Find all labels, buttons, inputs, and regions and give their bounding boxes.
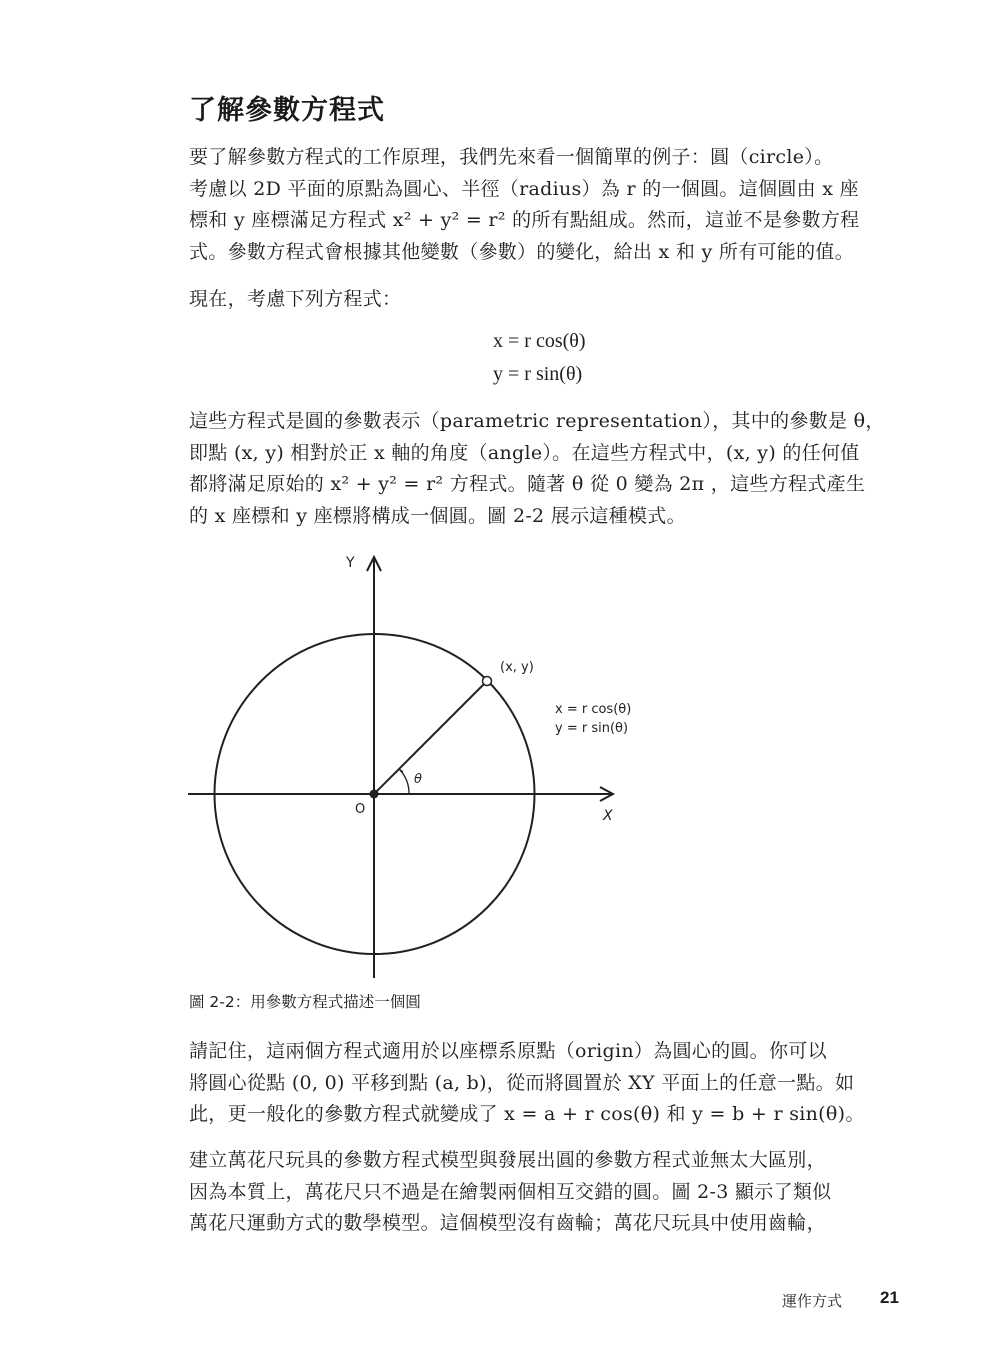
text-line: 標和 y 座標滿足方程式 x² + y² = r² 的所有點組成。然而，這並不是參數方程 bbox=[189, 209, 860, 231]
origin-dot bbox=[370, 790, 379, 799]
footer-section-name: 運作方式 bbox=[782, 1292, 843, 1310]
text-line: 考慮以 2D 平面的原點為圓心、半徑（radius）為 r 的一個圓。這個圓由 x 座 bbox=[189, 177, 859, 200]
equation-y: y = r sin(θ) bbox=[493, 363, 583, 385]
angle-label: θ bbox=[414, 772, 422, 787]
radius-line bbox=[374, 681, 487, 794]
section-heading: 了解參數方程式 bbox=[189, 95, 385, 126]
figure-eq-y: y = r sin(θ) bbox=[555, 721, 629, 736]
figure-caption: 圖 2-2：用參數方程式描述一個圓 bbox=[189, 993, 421, 1011]
text-line: 都將滿足原始的 x² + y² = r² 方程式。隨著 θ 從 0 變為 2π ，這些方程式產生 bbox=[189, 473, 866, 495]
paragraph-consider bbox=[189, 284, 904, 316]
paragraph-parametric bbox=[189, 406, 904, 532]
y-axis-label: Y bbox=[346, 555, 355, 571]
text-line: 式。參數方程式會根據其他變數（參數）的變化，給出 x 和 y 所有可能的值。 bbox=[189, 240, 855, 263]
text-line: 將圓心從點 (0, 0) 平移到點 (a, b)，從而將圓置於 XY 平面上的任意一點。如 bbox=[189, 1071, 855, 1094]
figure-eq-x: x = r cos(θ) bbox=[555, 702, 632, 717]
text-line: 因為本質上，萬花尺只不過是在繪製兩個相互交錯的圓。圖 2-3 顯示了類似 bbox=[189, 1180, 832, 1203]
text-line: 建立萬花尺玩具的參數方程式模型與發展出圓的參數方程式並無太大區別， bbox=[189, 1149, 826, 1171]
point-marker bbox=[483, 677, 492, 686]
paragraph-intro bbox=[189, 142, 904, 268]
paragraph-spirograph bbox=[189, 1145, 904, 1240]
equation-block bbox=[493, 325, 586, 391]
paragraph-origin bbox=[189, 1036, 904, 1131]
origin-label: O bbox=[355, 802, 366, 817]
text-line: 即點 (x, y) 相對於正 x 軸的角度（angle）。在這些方程式中，(x, y) 的任何值 bbox=[189, 441, 860, 464]
x-axis-label: X bbox=[603, 808, 613, 824]
figure-circle-diagram bbox=[0, 540, 1000, 990]
text-line: 要了解參數方程式的工作原理，我們先來看一個簡單的例子：圓（circle）。 bbox=[189, 146, 834, 168]
text-line: 萬花尺運動方式的數學模型。這個模型沒有齒輪；萬花尺玩具中使用齒輪， bbox=[189, 1212, 826, 1234]
text-line: 現在，考慮下列方程式： bbox=[189, 288, 402, 310]
equation-x: x = r cos(θ) bbox=[493, 330, 586, 352]
circle-diagram-svg bbox=[0, 540, 1000, 990]
text-line: 的 x 座標和 y 座標將構成一個圓。圖 2-2 展示這種模式。 bbox=[189, 504, 686, 527]
text-line: 請記住，這兩個方程式適用於以座標系原點（origin）為圓心的圓。你可以 bbox=[189, 1040, 827, 1062]
angle-arc bbox=[399, 769, 409, 794]
footer-page-number: 21 bbox=[880, 1288, 899, 1307]
text-line: 此，更一般化的參數方程式就變成了 x = a + r cos(θ) 和 y = b + r sin(θ)。 bbox=[189, 1103, 865, 1125]
point-label: (x, y) bbox=[500, 660, 534, 675]
text-line: 這些方程式是圓的參數表示（parametric representation），其中的參數是 θ， bbox=[189, 410, 885, 432]
